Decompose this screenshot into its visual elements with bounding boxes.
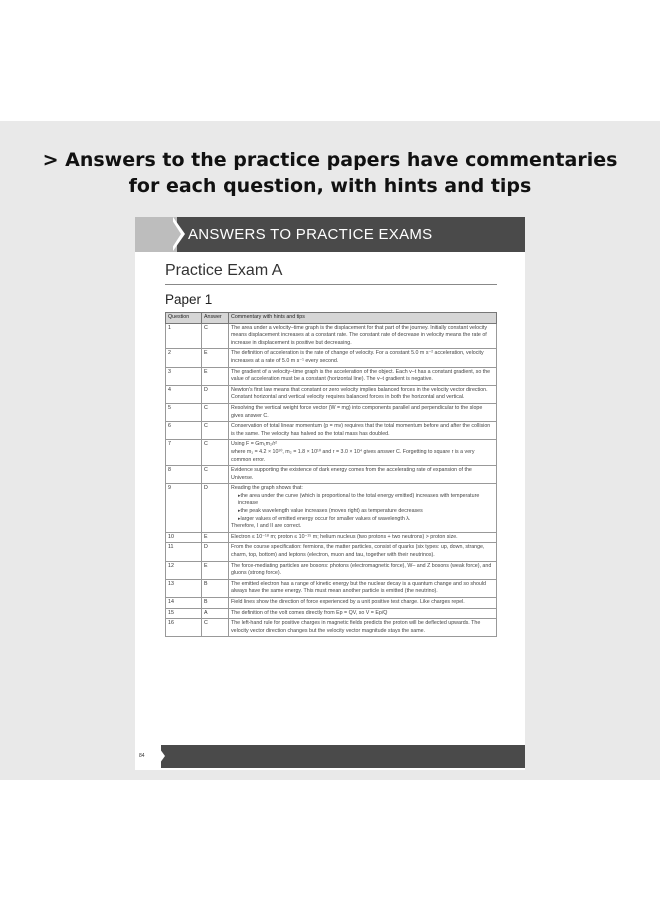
commentary-continued: where m₁ = 4.2 × 10¹⁰, m₂ = 1.8 × 10¹⁰ and r = 3.0 × 10⁴ gives answer C. Forgetting to square r is a very common error. — [231, 448, 475, 463]
answer-letter: C — [202, 323, 229, 349]
promo-headline — [0, 147, 660, 199]
table-row — [166, 484, 497, 533]
commentary: Newton's first law means that constant or zero velocity implies balanced forces in the velocity vector direction. Constant horizontal and vertical velocity requires balanced forces in both the horizontal and vertical. — [229, 385, 497, 403]
answer-letter: C — [202, 466, 229, 484]
commentary-conclusion: Therefore, I and II are correct. — [231, 523, 302, 530]
paper-title: Paper 1 — [165, 292, 213, 307]
headline-line-2: for each question, with hints and tips — [128, 175, 532, 197]
page-number: 84 — [139, 753, 145, 759]
answer-letter: C — [202, 422, 229, 440]
footer-chevron-icon — [157, 745, 165, 767]
table-row — [166, 440, 497, 466]
question-number: 4 — [166, 385, 202, 403]
table-row — [166, 422, 497, 440]
banner-chevron-inner-icon — [170, 217, 181, 251]
table-row — [166, 619, 497, 637]
answer-letter: D — [202, 543, 229, 561]
table-row — [166, 349, 497, 367]
commentary-intro: Reading the graph shows that: — [231, 485, 303, 492]
question-number: 10 — [166, 532, 202, 543]
table-row — [166, 532, 497, 543]
question-number: 9 — [166, 484, 202, 533]
question-number: 8 — [166, 466, 202, 484]
answer-letter: C — [202, 403, 229, 421]
answer-letter: B — [202, 598, 229, 609]
commentary-formula: Using F = Gm₁m₂/r² — [231, 441, 278, 448]
question-number: 13 — [166, 579, 202, 597]
commentary: Electron ≤ 10⁻¹⁸ m; proton ≤ 10⁻¹⁵ m; helium nucleus (two protons + two neutrons) > proton size. — [229, 532, 497, 543]
answer-letter: B — [202, 579, 229, 597]
commentary: The area under a velocity–time graph is the displacement for that part of the journey. Initially constant velocity means displacement increases at a constant rate. The constant rate of decrease in velocity means the rate of increase in displacement is positive but decreasing. — [229, 323, 497, 349]
answer-letter: E — [202, 349, 229, 367]
book-page — [135, 217, 525, 770]
headline-line-1: > Answers to the practice papers have commentaries — [42, 149, 618, 171]
answer-letter: E — [202, 561, 229, 579]
answer-letter: D — [202, 385, 229, 403]
answers-table — [165, 312, 497, 637]
table-row — [166, 579, 497, 597]
commentary: The left-hand rule for positive charges in magnetic fields predicts the proton will be deflected upwards. The velocity vector direction changes but the velocity vector magnitude stays the same. — [229, 619, 497, 637]
commentary: The definition of the volt comes directly from Ep = QV, so V = Ep/Q — [229, 608, 497, 619]
question-number: 6 — [166, 422, 202, 440]
table-header-row — [166, 313, 497, 324]
question-number: 1 — [166, 323, 202, 349]
bullet-item: ▸ the peak wavelength value increases (moves right) as temperature decreases — [238, 508, 494, 516]
commentary: Field lines show the direction of force experienced by a unit positive test charge. Like charges repel. — [229, 598, 497, 609]
question-number: 3 — [166, 367, 202, 385]
commentary — [229, 484, 497, 533]
table-row — [166, 608, 497, 619]
commentary: Conservation of total linear momentum (p = mv) requires that the total momentum before and after the collision is the same. The velocity has halved so the total mass has doubled. — [229, 422, 497, 440]
answer-letter: E — [202, 532, 229, 543]
question-number: 15 — [166, 608, 202, 619]
question-number: 14 — [166, 598, 202, 609]
question-number: 16 — [166, 619, 202, 637]
answer-letter: A — [202, 608, 229, 619]
table-row — [166, 385, 497, 403]
answer-letter: D — [202, 484, 229, 533]
header-answer: Answer — [202, 313, 229, 324]
header-commentary: Commentary with hints and tips — [229, 313, 497, 324]
question-number: 12 — [166, 561, 202, 579]
question-number: 5 — [166, 403, 202, 421]
title-divider — [165, 284, 497, 285]
bullet-item: ▸ larger values of emitted energy occur for smaller values of wavelength λ. — [238, 516, 494, 524]
table-row — [166, 323, 497, 349]
answer-letter: C — [202, 619, 229, 637]
banner-title: ANSWERS TO PRACTICE EXAMS — [188, 226, 433, 243]
commentary: The force-mediating particles are bosons: photons (electromagnetic force), W– and Z bosons (weak force), and gluons (strong force). — [229, 561, 497, 579]
answer-letter: C — [202, 440, 229, 466]
bullet-item: ▸ the area under the curve (which is proportional to the total energy emitted) increases with temperature increase — [238, 493, 494, 508]
table-row — [166, 403, 497, 421]
table-row — [166, 543, 497, 561]
table-row — [166, 598, 497, 609]
commentary: The emitted electron has a range of kinetic energy but the nuclear decay is a quantum change and so should always have the same energy. This must mean another particle is emitted (the neutrino). — [229, 579, 497, 597]
commentary: The gradient of a velocity–time graph is the acceleration of the object. Each v–t has a constant gradient, so the value of acceleration must be a constant (horizontal line). The v–t gradient is negative. — [229, 367, 497, 385]
header-question: Question — [166, 313, 202, 324]
commentary: From the course specification: fermions, the matter particles, consist of quarks (six types: up, down, strange, charm, top, bottom) and leptons (electron, muon and tau, together with their neutrinos). — [229, 543, 497, 561]
table-row — [166, 367, 497, 385]
table-row — [166, 561, 497, 579]
page-footer-bar — [135, 745, 525, 768]
exam-title: Practice Exam A — [165, 262, 283, 279]
question-number: 11 — [166, 543, 202, 561]
commentary-bullets — [231, 493, 494, 523]
table-row — [166, 466, 497, 484]
question-number: 2 — [166, 349, 202, 367]
commentary — [229, 440, 497, 466]
question-number: 7 — [166, 440, 202, 466]
section-banner — [135, 217, 525, 252]
commentary: The definition of acceleration is the rate of change of velocity. For a constant 5.0 m s⁻² acceleration, velocity increases at a rate of 5.0 m s⁻¹ every second. — [229, 349, 497, 367]
commentary: Resolving the vertical weight force vector (W = mg) into components parallel and perpendicular to the slope gives answer C. — [229, 403, 497, 421]
commentary: Evidence supporting the existence of dark energy comes from the accelerating rate of expansion of the Universe. — [229, 466, 497, 484]
answer-letter: E — [202, 367, 229, 385]
